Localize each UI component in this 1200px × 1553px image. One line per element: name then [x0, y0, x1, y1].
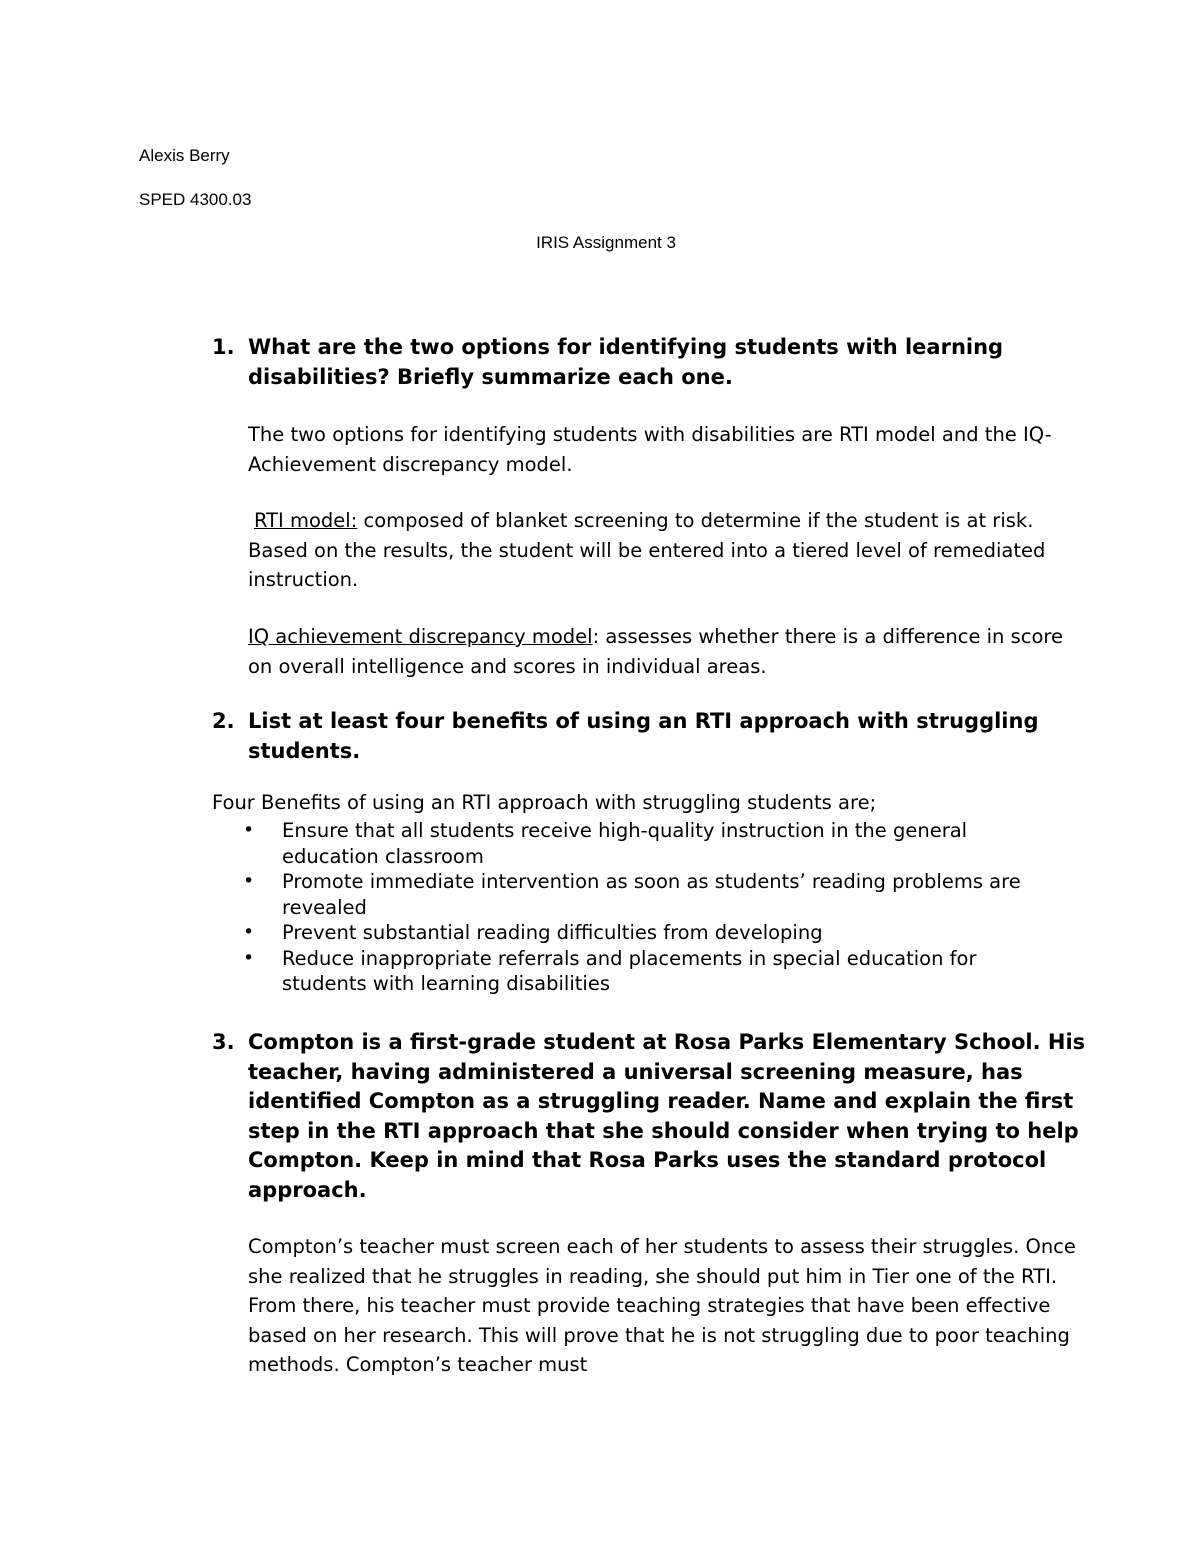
iq-model-label: IQ achievement discrepancy model	[248, 625, 593, 648]
question-3-text: Compton is a first-grade student at Rosa Parks Elementary School. His teacher, having administered a universal screening measure, has identified Compton as a struggling reader. Name and explain the first step in the RTI approach that she should consider when trying to help Compton. Keep in mind that Rosa Parks uses the standard protocol approach.	[248, 1030, 1086, 1202]
answer-1-intro: The two options for identifying students with disabilities are RTI model and the IQ-Achievement discrepancy model.	[248, 423, 1052, 476]
course-code: SPED 4300.03	[139, 190, 252, 209]
rti-model-text: composed of blanket screening to determine if the student is at risk. Based on the results, the student will be entered into a tiered level of remediated instruction.	[248, 509, 1046, 591]
author-name: Alexis Berry	[139, 146, 230, 165]
rti-model-label: RTI model:	[254, 509, 358, 532]
bullet-icon: •	[243, 819, 255, 841]
question-3	[212, 1028, 1092, 1205]
benefit-text: Ensure that all students receive high-quality instruction in the general education classroom	[282, 819, 968, 868]
benefit-text: Prevent substantial reading difficulties from developing	[282, 921, 823, 944]
list-item	[212, 869, 1042, 920]
bullet-icon: •	[243, 870, 255, 892]
assignment-title: IRIS Assignment 3	[536, 233, 676, 252]
list-item	[212, 946, 1042, 997]
question-2	[212, 707, 1092, 766]
question-1-text: What are the two options for identifying students with learning disabilities? Briefly summarize each one.	[248, 335, 1004, 389]
benefit-text: Reduce inappropriate referrals and placements in special education for students with learning disabilities	[282, 946, 977, 995]
question-2-text: List at least four benefits of using an RTI approach with struggling students.	[248, 709, 1039, 763]
benefits-list	[212, 818, 1042, 997]
bullet-icon: •	[243, 921, 255, 943]
answer-1-iq	[248, 622, 1078, 681]
question-1	[212, 333, 1092, 392]
iq-model-text: : assesses whether there is a difference in score on overall intelligence and scores in individual areas.	[248, 625, 1064, 678]
question-1-number: 1.	[212, 335, 235, 359]
answer-1-rti	[248, 506, 1078, 595]
list-item	[212, 920, 1042, 946]
question-3-number: 3.	[212, 1030, 235, 1054]
list-item	[212, 818, 1042, 869]
answer-2-intro: Four Benefits of using an RTI approach with struggling students are;	[212, 791, 877, 814]
bullet-icon: •	[243, 946, 255, 969]
question-2-number: 2.	[212, 709, 235, 733]
benefit-text: Promote immediate intervention as soon as students’ reading problems are revealed	[282, 870, 1021, 919]
answer-3: Compton’s teacher must screen each of her students to assess their struggles. Once she realized that he struggles in reading, she should put him in Tier one of the RTI. From there, his teacher must provide teaching strategies that have been effective based on her research. This will prove that he is not struggling due to poor teaching methods. Compton’s teacher must	[248, 1235, 1076, 1376]
